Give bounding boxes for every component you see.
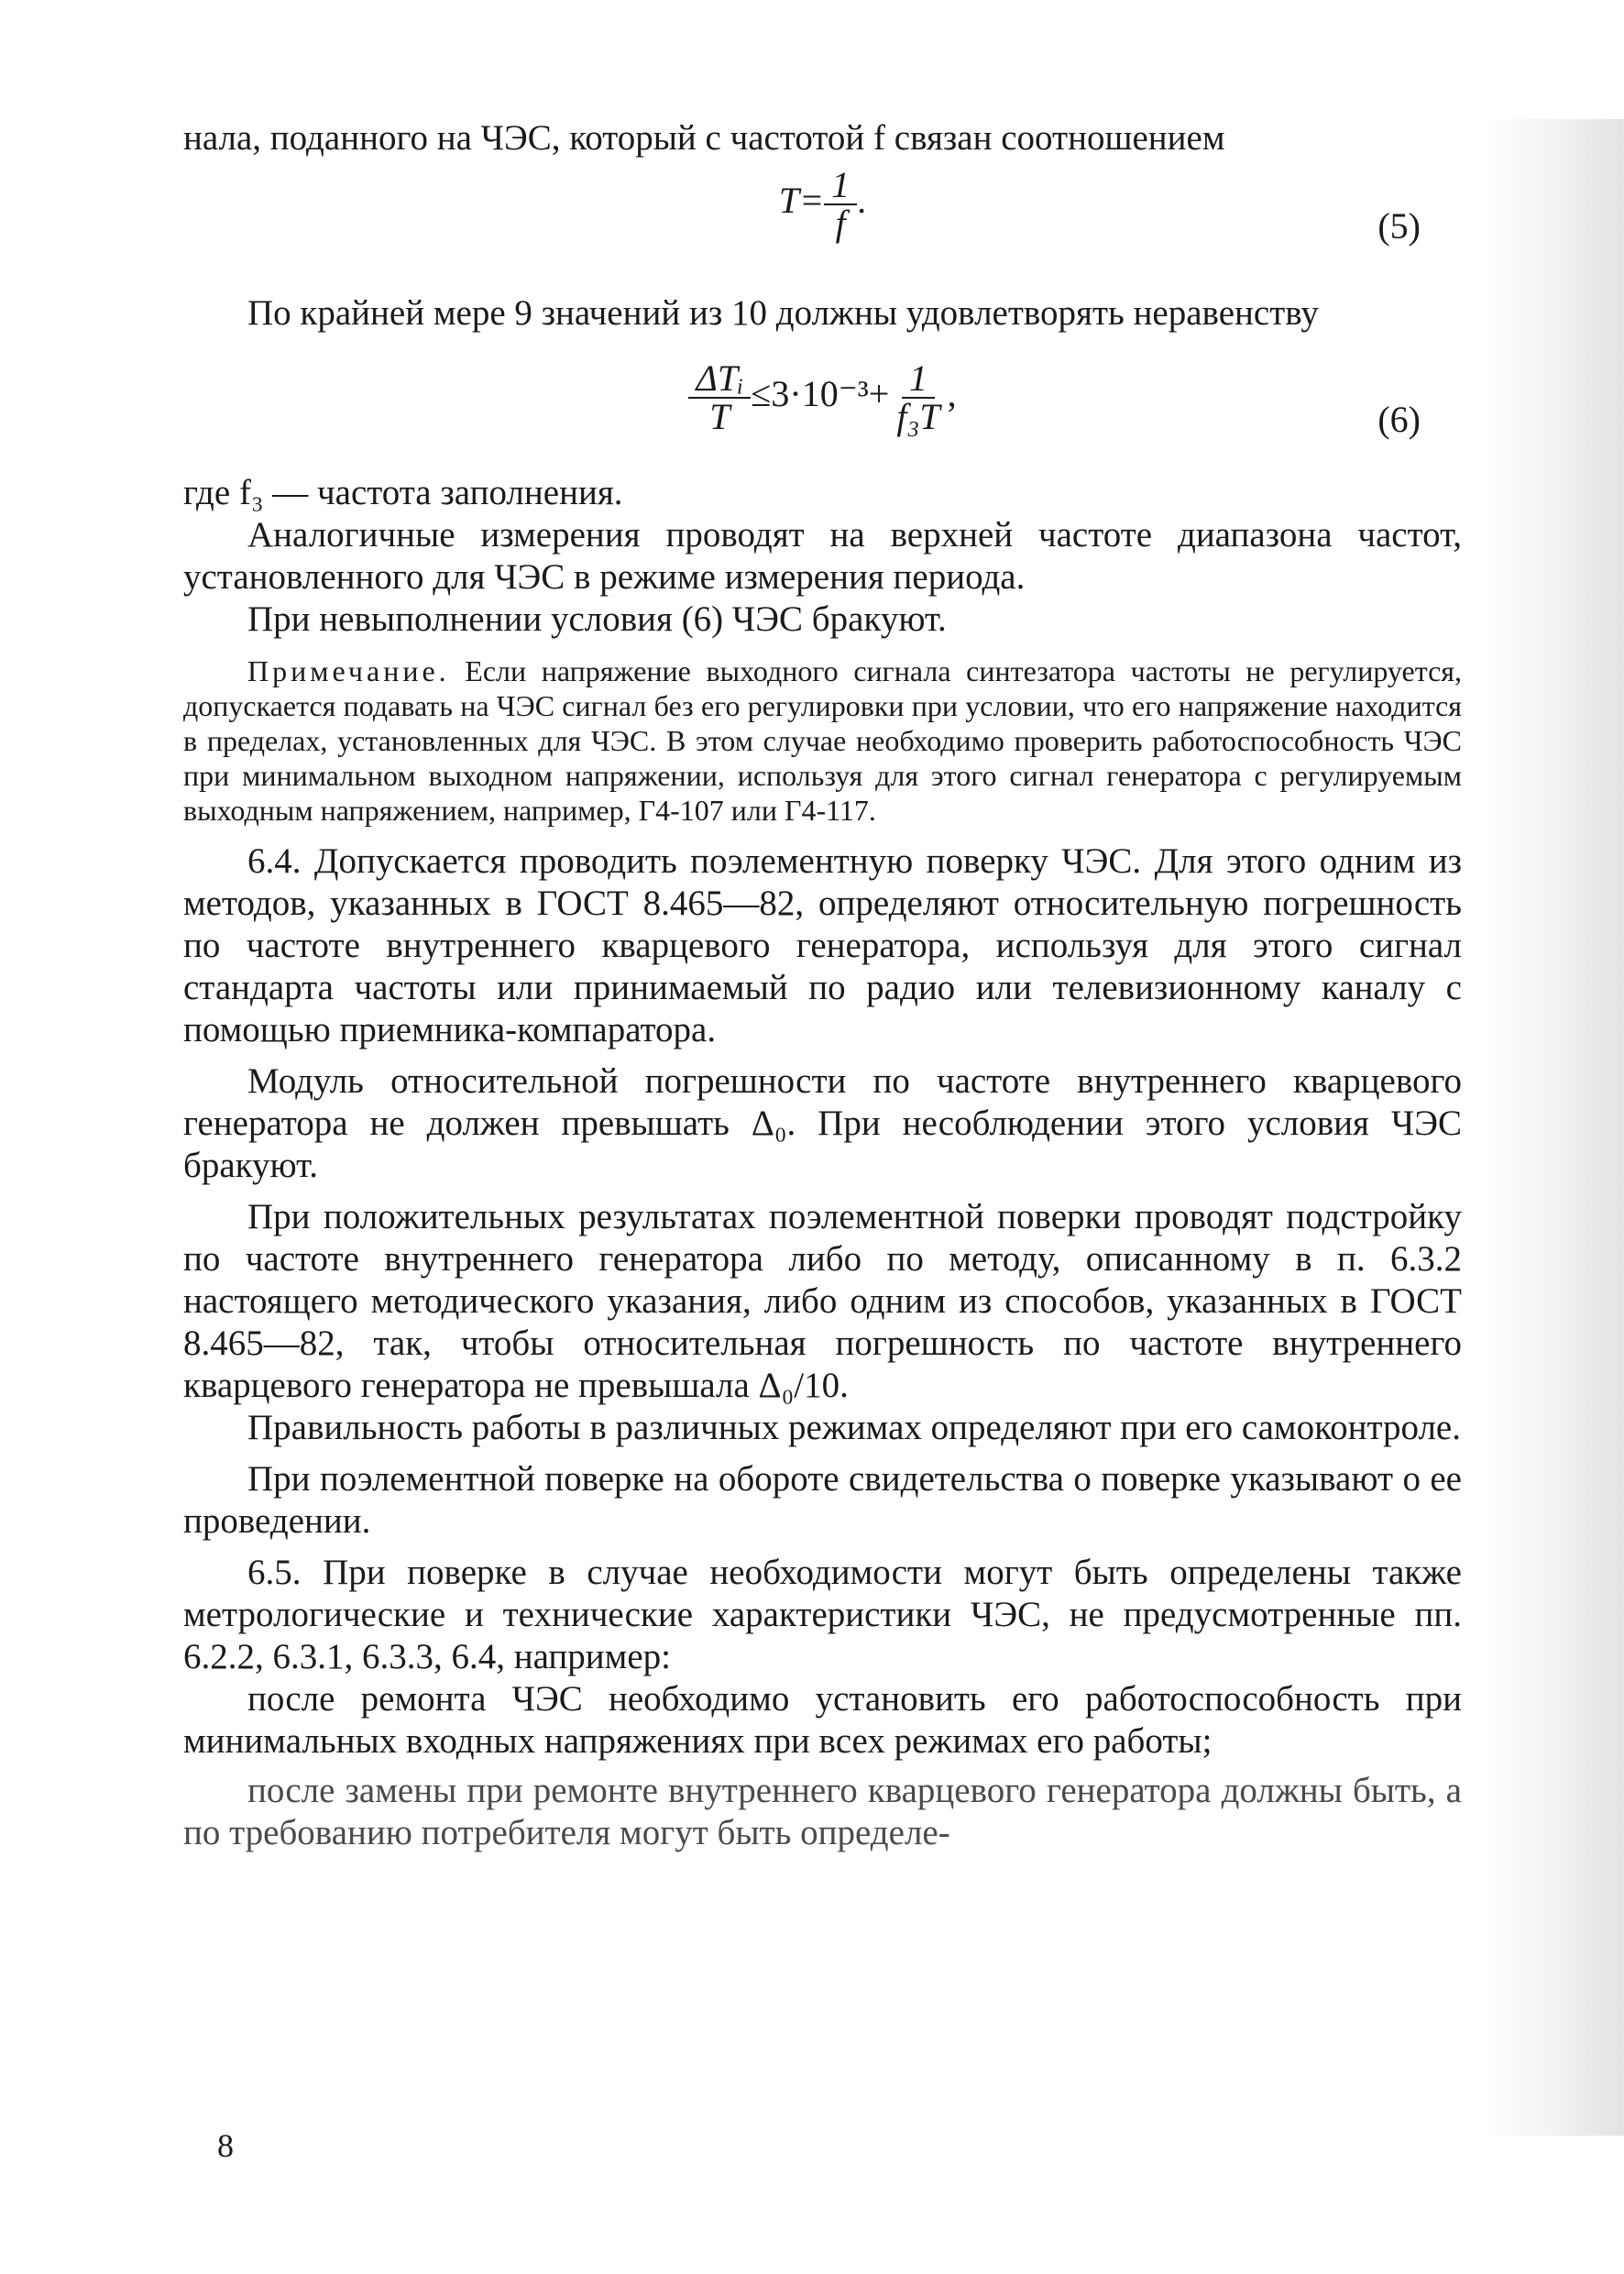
formula-6 (183, 353, 1462, 472)
paragraph-6-4: 6.4. Допускается проводить поэлементную поверку ЧЭС. Для этого одним из методов, указанных в ГОСТ 8.465—82, определяют относительную погрешность по частоте внутреннего кварцевого генератора, используя для этого сигнал стандарта частоты или принимаемый по радио или телевизионному каналу с помощью приемника-компаратора. (183, 841, 1462, 1049)
formula-5-fraction (824, 164, 857, 244)
document-page (183, 117, 1462, 1854)
formula-5-denominator: f (835, 203, 846, 244)
paragraph-correctness: Правильность работы в различных режимах определяют при его самоконтроле. (247, 1408, 1461, 1447)
paragraph-inequality: По крайней мере 9 значений из 10 должны удовлетворять неравенству (247, 293, 1319, 333)
paragraph-positive-results: При положительных результатах поэлементной поверки проводят подстройку по частоте внутреннего генератора либо по методу, описанному в п. 6.3.2 настоящего методического указания, либо одним из способов, указанных в ГОСТ 8.465—82, так, чтобы относительная погрешность по частоте внутреннего кварцевого генератора не превышала Δ₀/10. (183, 1197, 1462, 1405)
note-block (183, 654, 1462, 828)
paragraph-intro: нала, поданного на ЧЭС, который с частотой f связан соотношением (183, 118, 1225, 158)
formula-6-numerator-2: 1 (902, 360, 935, 399)
formula-6-denominator-2: f₃T (896, 396, 940, 437)
paragraph-oscillator-replacement: после замены при ремонте внутреннего кварцевого генератора должны быть, а по требованию потребителя могут быть определе- (183, 1771, 1462, 1852)
formula-6-fraction-2 (889, 357, 947, 437)
formula-5-numerator: 1 (824, 167, 857, 205)
formula-5-number: (5) (1377, 205, 1421, 247)
paragraph-after-repair: после ремонта ЧЭС необходимо установить его работоспособность при минимальных входных напряжениях при всех режимах его работы; (183, 1679, 1462, 1761)
paragraph-where: где f₃ — частота заполнения. (183, 473, 623, 512)
formula-6-tail: , (947, 373, 957, 415)
note-heading: Примечание. (247, 654, 450, 687)
formula-5-lhs: T= (778, 180, 825, 222)
formula-6-number: (6) (1377, 399, 1421, 440)
formula-6-denominator-1: T (709, 396, 730, 437)
paragraph-analogous: Аналогичные измерения проводят на верхней частоте диапазона частот, установленного для ЧЭС в режиме измерения периода. (183, 515, 1462, 597)
paragraph-6-5: 6.5. При поверке в случае необходимости могут быть определены также метрологические и технические характеристики ЧЭС, не предусмотренные пп. 6.2.2, 6.3.1, 6.3.3, 6.4, например: (183, 1553, 1462, 1676)
formula-5 (183, 159, 1462, 274)
formula-5-tail: . (857, 180, 867, 222)
paragraph-module: Модуль относительной погрешности по частоте внутреннего кварцевого генератора не должен превышать Δ₀. При несоблюдении этого условия ЧЭС бракуют. (183, 1061, 1462, 1185)
paragraph-reject: При невыполнении условия (6) ЧЭС бракуют. (247, 599, 947, 639)
page-number: 8 (217, 2127, 234, 2164)
note-body: Если напряжение выходного сигнала синтезатора частоты не регулируется, допускается подавать на ЧЭС сигнал без его регулировки при условии, что его напряжение находится в пределах, установленных для ЧЭС. В этом случае необходимо проверить работоспособность ЧЭС при минимальном выходном напряжении, используя для этого сигнал генератора с регулируемым выходным напряжением, например, Г4-107 или Г4-117. (183, 654, 1463, 827)
formula-6-middle: ≤3·10⁻³+ (751, 373, 890, 415)
formula-6-fraction-1 (688, 357, 751, 437)
paragraph-certificate: При поэлементной поверке на обороте свидетельства о поверке указывают о ее проведении. (183, 1459, 1462, 1541)
page-edge-shadow (1487, 119, 1624, 2136)
formula-6-numerator-1: ΔTᵢ (688, 360, 751, 399)
